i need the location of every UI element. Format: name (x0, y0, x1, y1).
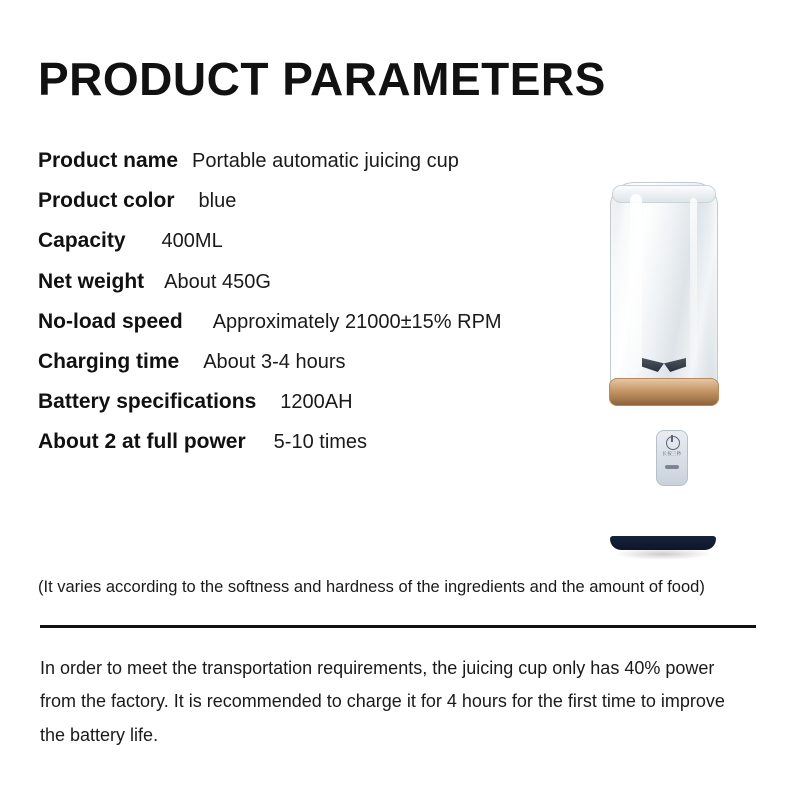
spec-row-net-weight (38, 269, 638, 294)
spec-row-capacity (38, 228, 638, 253)
page-title: PRODUCT PARAMETERS (38, 53, 606, 105)
blade-icon (642, 354, 686, 378)
spec-label: Net weight (38, 269, 145, 293)
spec-value: blue (198, 190, 237, 213)
spec-label: No-load speed (38, 309, 183, 333)
spec-label: Product name (38, 149, 179, 172)
spec-label: About 2 at full power (38, 430, 246, 454)
spec-value: 5-10 times (273, 431, 368, 454)
spec-row-product-name (38, 148, 638, 173)
spec-value: Approximately 21000±15% RPM (212, 310, 502, 333)
spec-value: About 3-4 hours (203, 350, 346, 373)
glass-highlight-secondary (690, 198, 697, 368)
panel-label: 长按三秒 (662, 451, 682, 456)
spec-value: 1200AH (280, 391, 353, 414)
spec-label: Charging time (38, 349, 180, 373)
spec-value: 400ML (161, 230, 223, 253)
horizontal-divider (40, 625, 756, 628)
drop-shadow (614, 548, 712, 560)
spec-value: Portable automatic juicing cup (192, 150, 459, 172)
jar-rim (612, 185, 716, 203)
spec-label: Product color (38, 189, 175, 213)
spec-row-product-color (38, 188, 638, 213)
glass-highlight (630, 194, 642, 374)
led-indicator-icon (665, 465, 679, 469)
specification-list (38, 148, 638, 470)
spec-row-battery-specifications (38, 389, 638, 414)
product-image (596, 182, 732, 564)
power-panel (656, 430, 688, 486)
spec-value: About 450G (164, 270, 271, 293)
base-highlight (630, 408, 641, 538)
spec-label: Capacity (38, 229, 126, 253)
spec-row-charging-time (38, 349, 638, 374)
shipping-notice-paragraph: In order to meet the transportation requirements, the juicing cup only has 40% power from the factory. It is recommended to charge it for 4 hours for the first time to improve the battery life. (40, 658, 725, 745)
power-icon (666, 436, 680, 450)
spec-label: Battery specifications (38, 390, 257, 414)
spec-row-about-2-at-full-power (38, 429, 638, 454)
spec-row-no-load-speed (38, 309, 638, 334)
footnote: (It varies according to the softness and hardness of the ingredients and the amount of food) (38, 578, 705, 596)
